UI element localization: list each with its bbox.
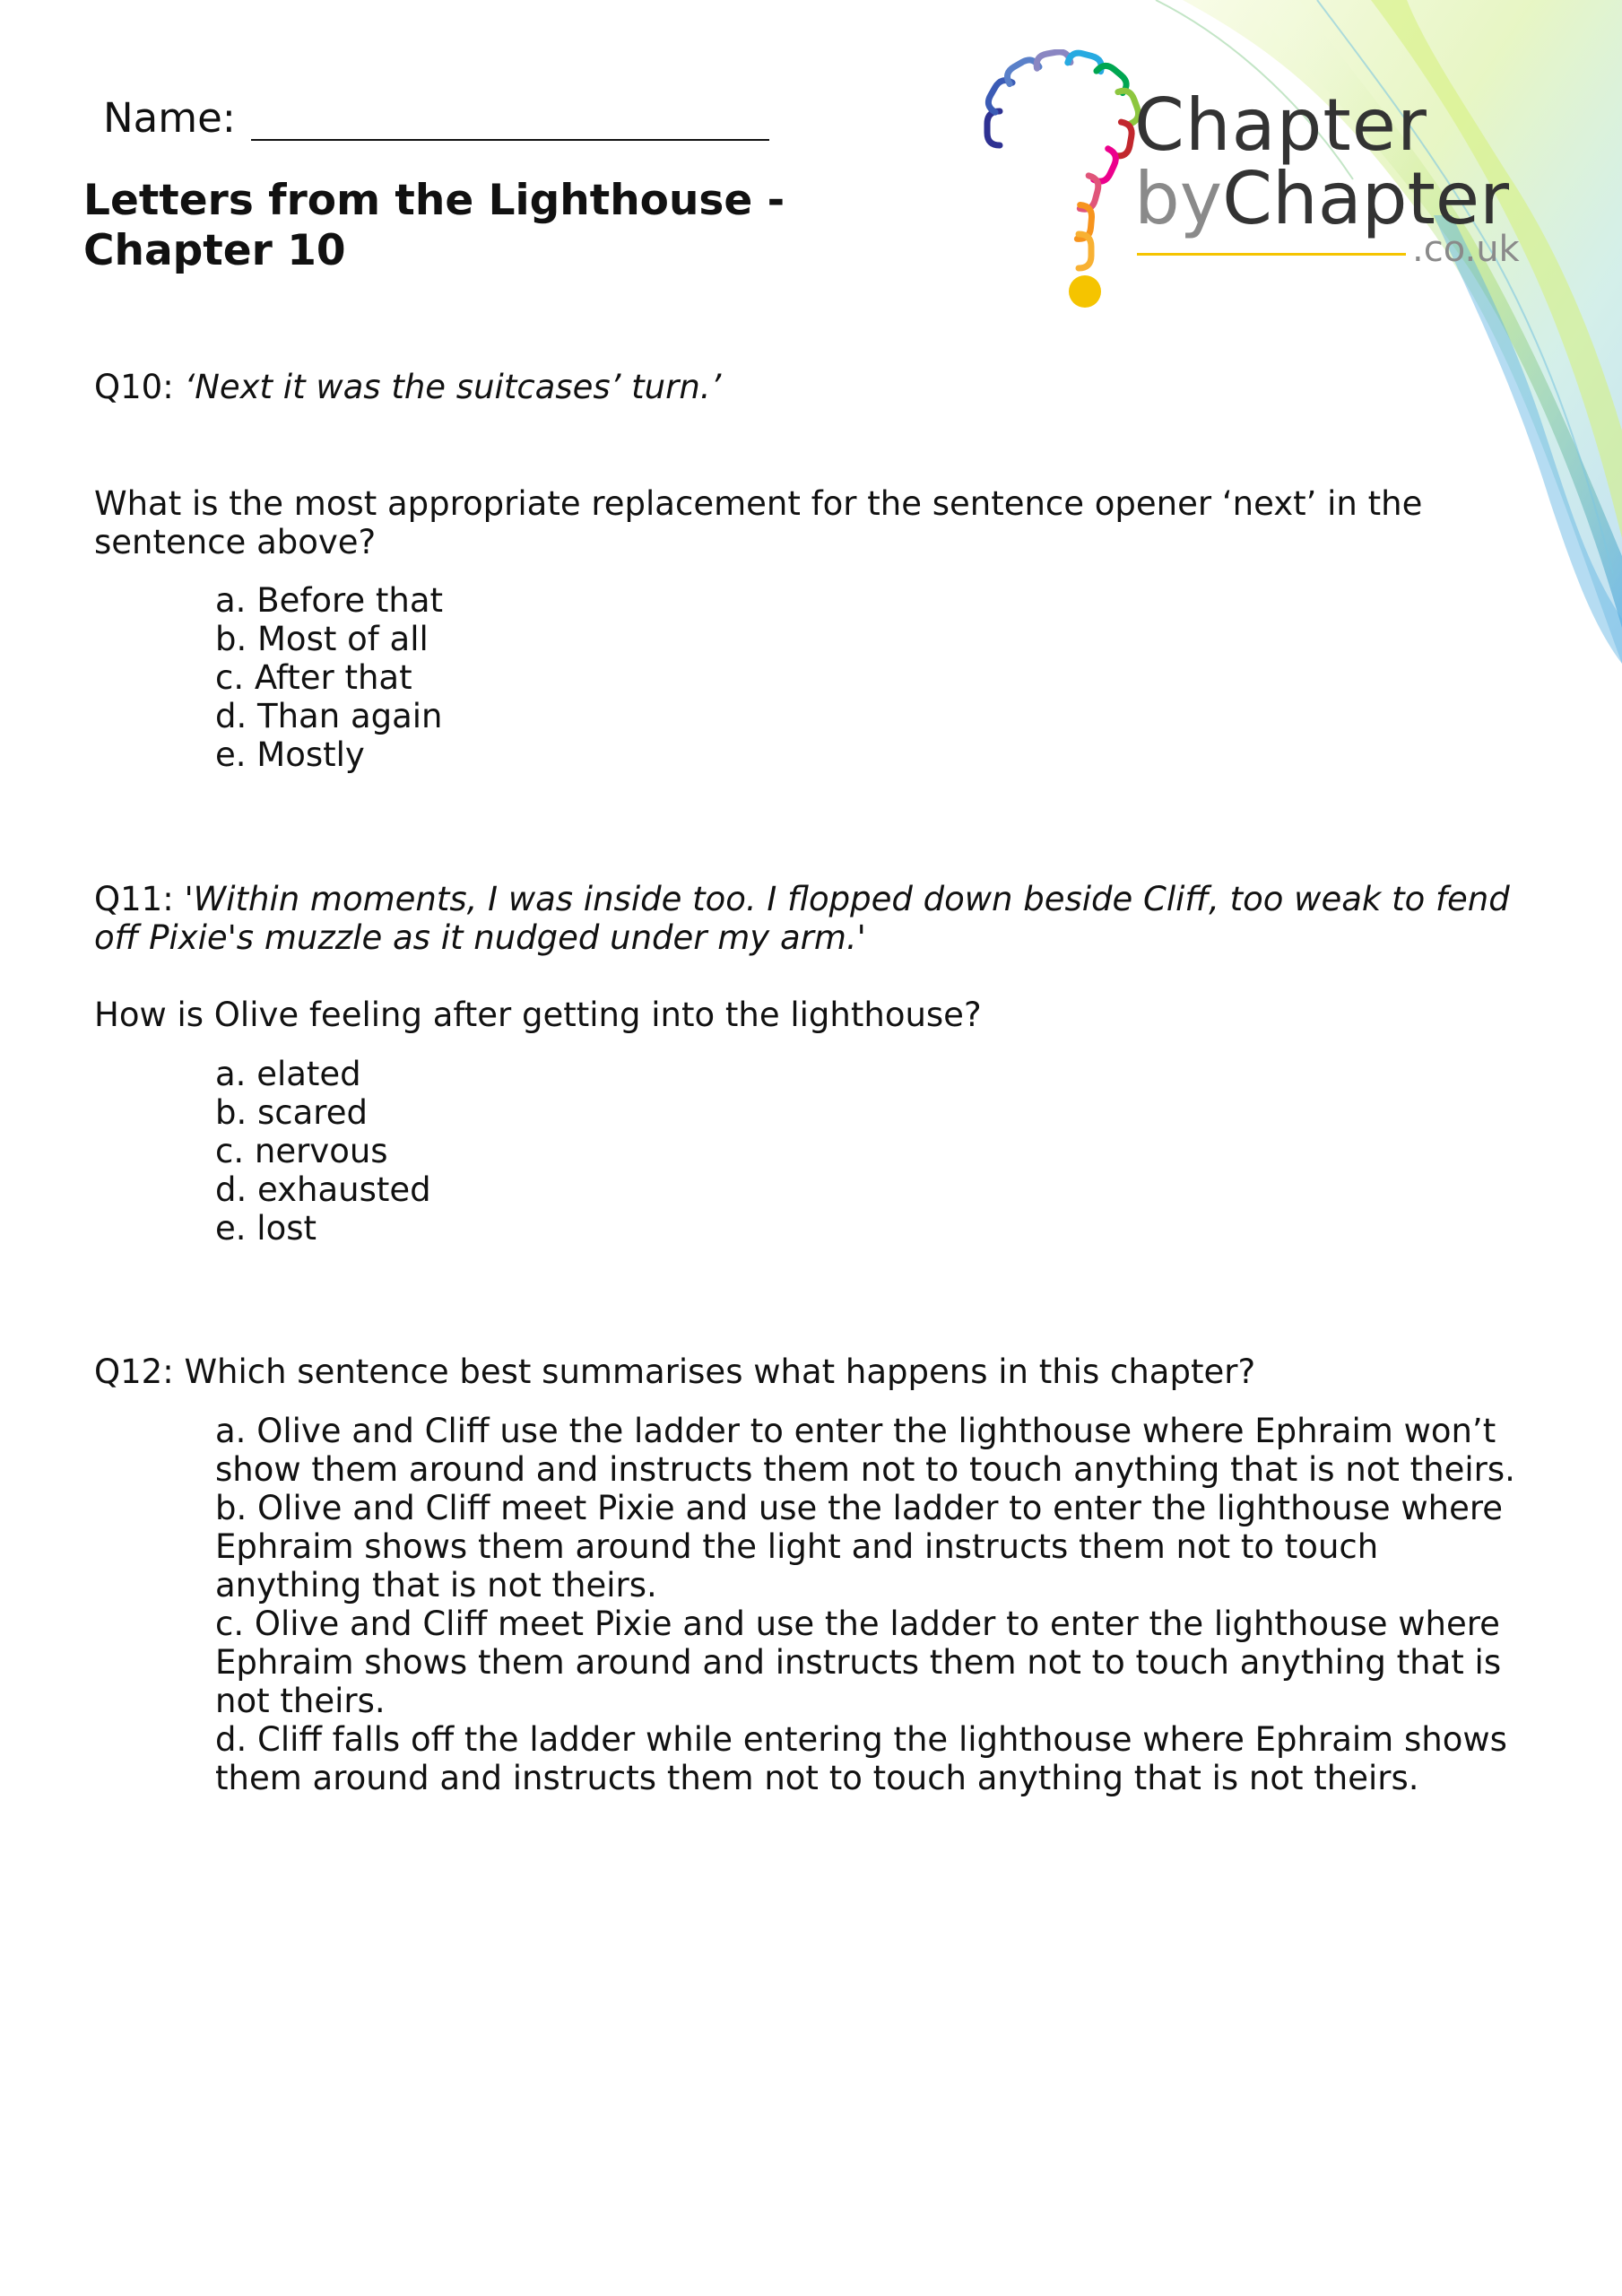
q11-option-e[interactable]: e. lost [215, 1209, 317, 1248]
q11-prompt: How is Olive feeling after getting into the lighthouse? [94, 996, 982, 1034]
q10-prompt: What is the most appropriate replacement for the sentence opener ‘next’ in the sentence above? [94, 484, 1423, 561]
q12-options [215, 1412, 1533, 1797]
q10-option-c[interactable]: c. After that [215, 658, 412, 697]
q10-quote: ‘Next it was the suitcases’ turn.’ [184, 368, 722, 406]
q11-option-c[interactable]: c. nervous [215, 1132, 388, 1170]
q12-option-c[interactable]: c. Olive and Cliff meet Pixie and use the ladder to enter the lighthouse where Ephraim shows them around and instructs them not to touch anything that is not theirs. [215, 1605, 1502, 1720]
q11-option-b[interactable]: b. scared [215, 1093, 368, 1132]
logo-line-by-chapter [1134, 157, 1509, 240]
q10-option-b[interactable]: b. Most of all [215, 620, 429, 658]
worksheet-title: Letters from the Lighthouse - Chapter 10 [83, 176, 785, 275]
q11-quote-line [94, 880, 1511, 957]
logo-wordmark [1134, 83, 1509, 240]
q12-prompt-line [94, 1352, 1529, 1391]
name-label: Name: [103, 94, 236, 142]
q11-option-a[interactable]: a. elated [215, 1055, 361, 1093]
q12-option-a[interactable]: a. Olive and Cliff use the ladder to enter the lighthouse where Ephraim won’t show them around and instructs them not to touch anything that is not theirs. [215, 1412, 1515, 1489]
name-field-line[interactable] [251, 139, 769, 141]
q10-number: Q10: [94, 368, 174, 406]
q10-option-e[interactable]: e. Mostly [215, 735, 365, 774]
logo-chapter: Chapter [1222, 157, 1509, 240]
q12-option-d[interactable]: d. Cliff falls off the ladder while entering the lighthouse where Ephraim shows them around and instructs them not to touch anything that is not theirs. [215, 1720, 1507, 1797]
q10-option-d[interactable]: d. Than again [215, 697, 443, 735]
q11-options [215, 1055, 1533, 1248]
q12-prompt: Which sentence best summarises what happens in this chapter? [184, 1352, 1256, 1391]
logo-underline [1137, 253, 1406, 256]
q12-option-b[interactable]: b. Olive and Cliff meet Pixie and use the ladder to enter the lighthouse where Ephraim shows them around the light and instructs them not to touch anything that is not theirs. [215, 1489, 1504, 1605]
q10-quote-line [94, 368, 1529, 406]
q10-options [215, 581, 1533, 774]
q11-number: Q11: [94, 880, 174, 918]
logo-line-chapter: Chapter [1134, 83, 1427, 167]
logo-domain: .co.uk [1412, 229, 1520, 270]
q12-number: Q12: [94, 1352, 174, 1391]
q10-option-a[interactable]: a. Before that [215, 581, 444, 620]
q11-option-d[interactable]: d. exhausted [215, 1170, 431, 1209]
q11-quote: 'Within moments, I was inside too. I flopped down beside Cliff, too weak to fend off Pixie's muzzle as it nudged under my arm.' [94, 880, 1510, 957]
logo-by: by [1134, 157, 1223, 240]
